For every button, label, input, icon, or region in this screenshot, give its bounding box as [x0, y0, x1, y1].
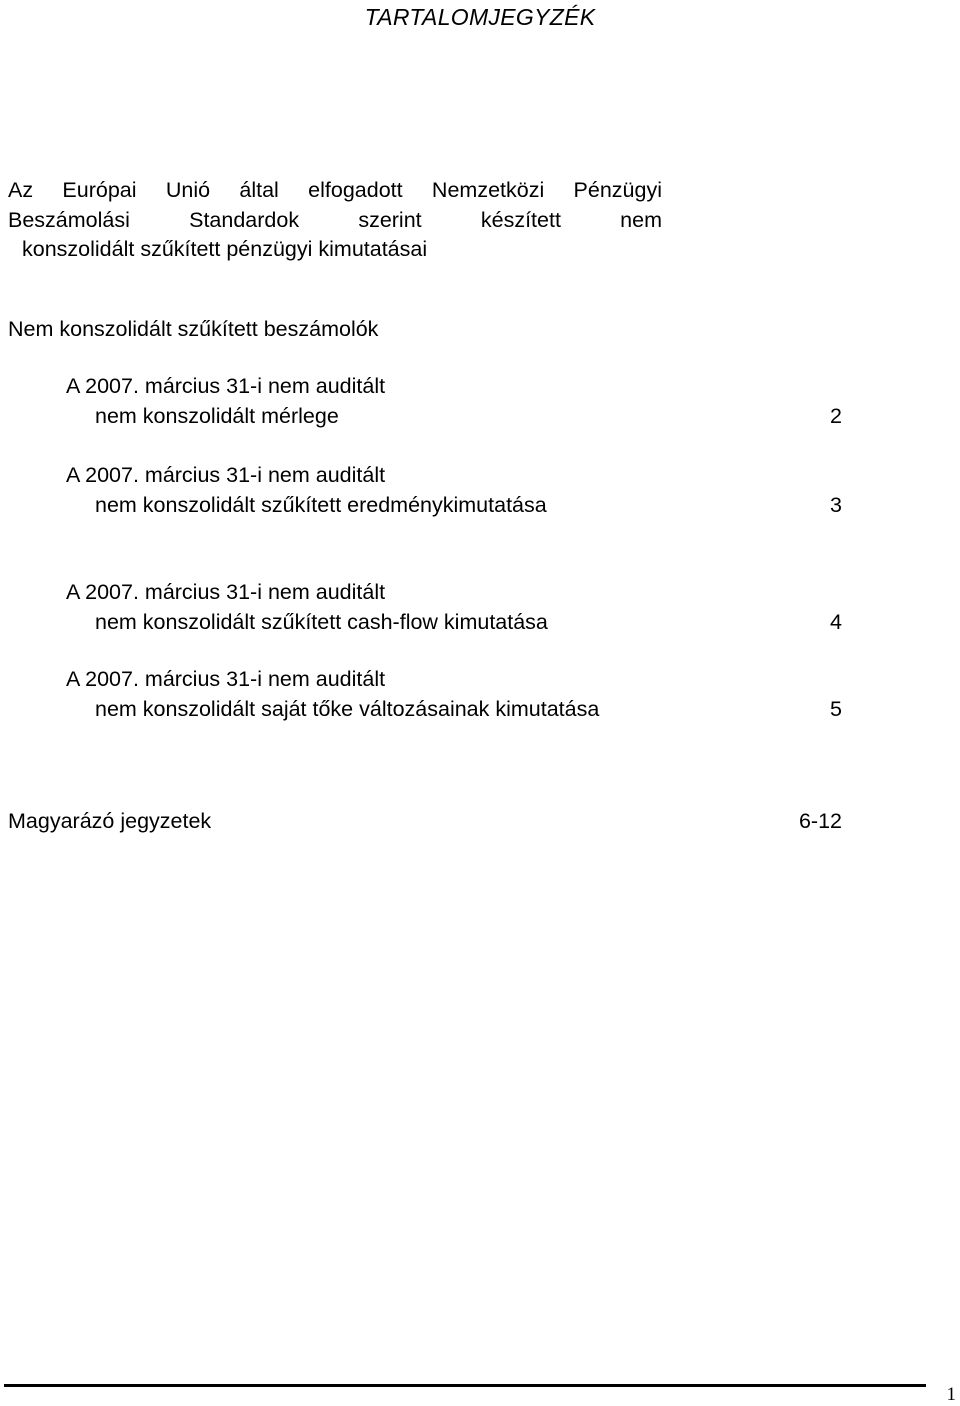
page-title: TARTALOMJEGYZÉK [364, 4, 596, 30]
toc-entry-line1: A 2007. március 31-i nem auditált [66, 580, 386, 604]
intro-line: konszolidált szűkített pénzügyi kimutatásai [22, 237, 428, 261]
toc-entry-line2: nem konszolidált szűkített eredménykimutatása [95, 492, 547, 517]
toc-entry[interactable] [66, 665, 842, 724]
notes-label: Magyarázó jegyzetek [8, 809, 212, 833]
intro-line: Beszámolási Standardok szerint készített nem [8, 207, 662, 232]
toc-entry[interactable] [66, 461, 842, 520]
toc-entry-line1: A 2007. március 31-i nem auditált [66, 374, 386, 398]
toc-entry-line2: nem konszolidált saját tőke változásainak kimutatása [95, 696, 600, 721]
intro-paragraph [8, 176, 662, 265]
toc-entry-line2: nem konszolidált mérlege [95, 403, 339, 428]
footer-divider [4, 1384, 926, 1387]
page-number: 1 [946, 1384, 956, 1405]
toc-entry[interactable] [66, 372, 842, 431]
section-heading: Nem konszolidált szűkített beszámolók [8, 317, 379, 341]
intro-line: Az Európai Unió által elfogadott Nemzetközi Pénzügyi [8, 178, 662, 202]
toc-entry-line1: A 2007. március 31-i nem auditált [66, 667, 386, 691]
toc-entry-line2: nem konszolidált szűkített cash-flow kimutatása [95, 609, 548, 634]
notes-page: 6-12 [798, 809, 842, 833]
toc-entry-notes[interactable] [8, 809, 842, 834]
toc-entry-page: 3 [830, 492, 842, 517]
toc-entry-page: 2 [830, 403, 842, 428]
toc-entry-page: 5 [830, 696, 842, 721]
toc-entry-line1: A 2007. március 31-i nem auditált [66, 463, 386, 487]
toc-entry[interactable] [66, 578, 842, 637]
toc-entry-page: 4 [830, 609, 842, 634]
